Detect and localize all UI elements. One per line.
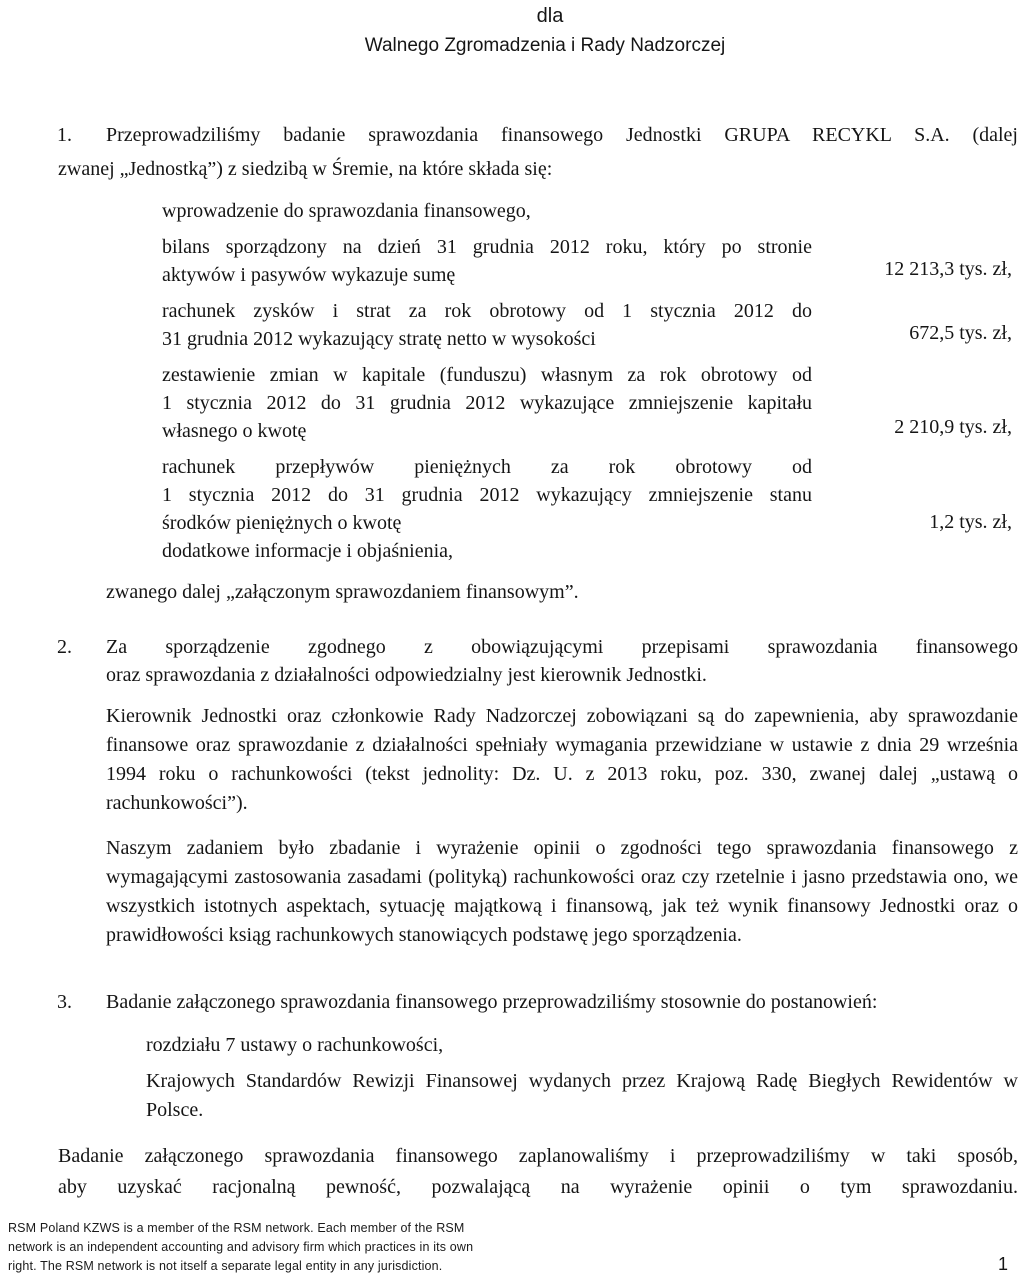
page-number: 1 [997,1254,1008,1274]
section-2-p3: Naszym zadaniem było zbadanie i wyrażenie opinii o zgodności tego sprawozdania finansowego z wymagającymi zastosowania zasadami (polityką) rachunkowości oraz czy rzetelnie i jasno przedstawia ono, we wszystkich istotnych aspektach, sytuację majątkową i finansową, jak też wynik finansowy Jednostki oraz o prawidłowości ksiąg rachunkowych stanowiących podstawę jego sporządzenia. [106,837,1018,946]
section-2-p1-line2: oraz sprawozdania z działalności odpowiedzialny jest kierownik Jednostki. [106,664,707,686]
footer-line: network is an independent accounting and advisory firm which practices in its own [8,1240,474,1254]
list-item [162,197,812,225]
list-item-line: aktywów i pasywów wykazuje sumę [162,264,456,286]
section-3-intro: Badanie załączonego sprawozdania finansowego przeprowadziliśmy stosownie do postanowień: [106,991,878,1013]
footer-line: right. The RSM network is not itself a separate legal entity in any jurisdiction. [8,1259,443,1273]
section-2-number: 2. [57,636,72,658]
section-2-p1-line1: Za sporządzenie zgodnego z obowiązującymi przepisami sprawozdania finansowego [106,636,1018,658]
list-item-line: środków pieniężnych o kwotę [162,512,402,534]
section-1-number: 1. [57,124,72,146]
list-item: Krajowych Standardów Rewizji Finansowej wydanych przez Krajową Radę Biegłych Rewidentów w Polsce. [146,1070,1018,1121]
section-1-items [162,197,812,565]
list-item-line: 31 grudnia 2012 wykazujący stratę netto w wysokości [162,328,596,350]
section-1-closing: zwanego dalej „załączonym sprawozdaniem finansowym”. [106,581,579,603]
section-3-closing-line1: Badanie załączonego sprawozdania finansowego zaplanowaliśmy i przeprowadziliśmy w taki sposób, [58,1145,1018,1167]
amount-cash-decrease: 1,2 tys. zł, [929,511,1012,533]
section-3-items [146,1031,1018,1125]
footer-line: RSM Poland KZWS is a member of the RSM network. Each member of the RSM [8,1221,465,1235]
footer-disclaimer [8,1219,528,1276]
section-2-p2: Kierownik Jednostki oraz członkowie Rady Nadzorczej zobowiązani są do zapewnienia, aby sprawozdanie finansowe oraz sprawozdanie z działalności spełniały wymagania przewidziane w ustawie z dnia 29 września 1994 roku o rachunkowości (tekst jednolity: Dz. U. z 2013 roku, poz. 330, zwanej dalej „ustawą o rachunkowości”). [106,705,1018,814]
heading-dla: dla [536,5,564,27]
list-item-line: własnego o kwotę [162,420,307,442]
list-item [162,537,812,565]
amount-equity-decrease: 2 210,9 tys. zł, [894,416,1012,438]
amount-net-loss: 672,5 tys. zł, [909,322,1012,344]
list-item-line: 1 stycznia 2012 do 31 grudnia 2012 wykazujące zmniejszenie kapitału [162,392,812,414]
list-item [162,453,812,537]
list-item [162,361,812,445]
list-item-line: 1 stycznia 2012 do 31 grudnia 2012 wykazujący zmniejszenie stanu [162,484,812,506]
list-item: rozdziału 7 ustawy o rachunkowości, [146,1034,444,1056]
list-item-line: bilans sporządzony na dzień 31 grudnia 2012 roku, który po stronie [162,236,812,258]
section-3-number: 3. [57,991,72,1013]
list-item-line: rachunek zysków i strat za rok obrotowy od 1 stycznia 2012 do [162,300,812,322]
section-3-closing-line2: aby uzyskać racjonalną pewność, pozwalającą na wyrażenie opinii o tym sprawozdaniu. [58,1176,1018,1198]
list-item-line: dodatkowe informacje i objaśnienia, [162,540,454,562]
list-item-line: wprowadzenie do sprawozdania finansowego, [162,200,531,222]
list-item [162,233,812,289]
list-item-line: rachunek przepływów pieniężnych za rok obrotowy od [162,456,812,478]
list-item [162,297,812,353]
section-1-intro-line1: Przeprowadziliśmy badanie sprawozdania finansowego Jednostki GRUPA RECYKL S.A. (dalej [106,124,1018,146]
heading-addressee: Walnego Zgromadzenia i Rady Nadzorczej [364,35,726,56]
list-item-line: zestawienie zmian w kapitale (funduszu) własnym za rok obrotowy od [162,364,812,386]
amount-balance-sum: 12 213,3 tys. zł, [884,258,1012,280]
section-1-intro-line2: zwanej „Jednostką”) z siedzibą w Śremie, na które składa się: [58,158,553,180]
